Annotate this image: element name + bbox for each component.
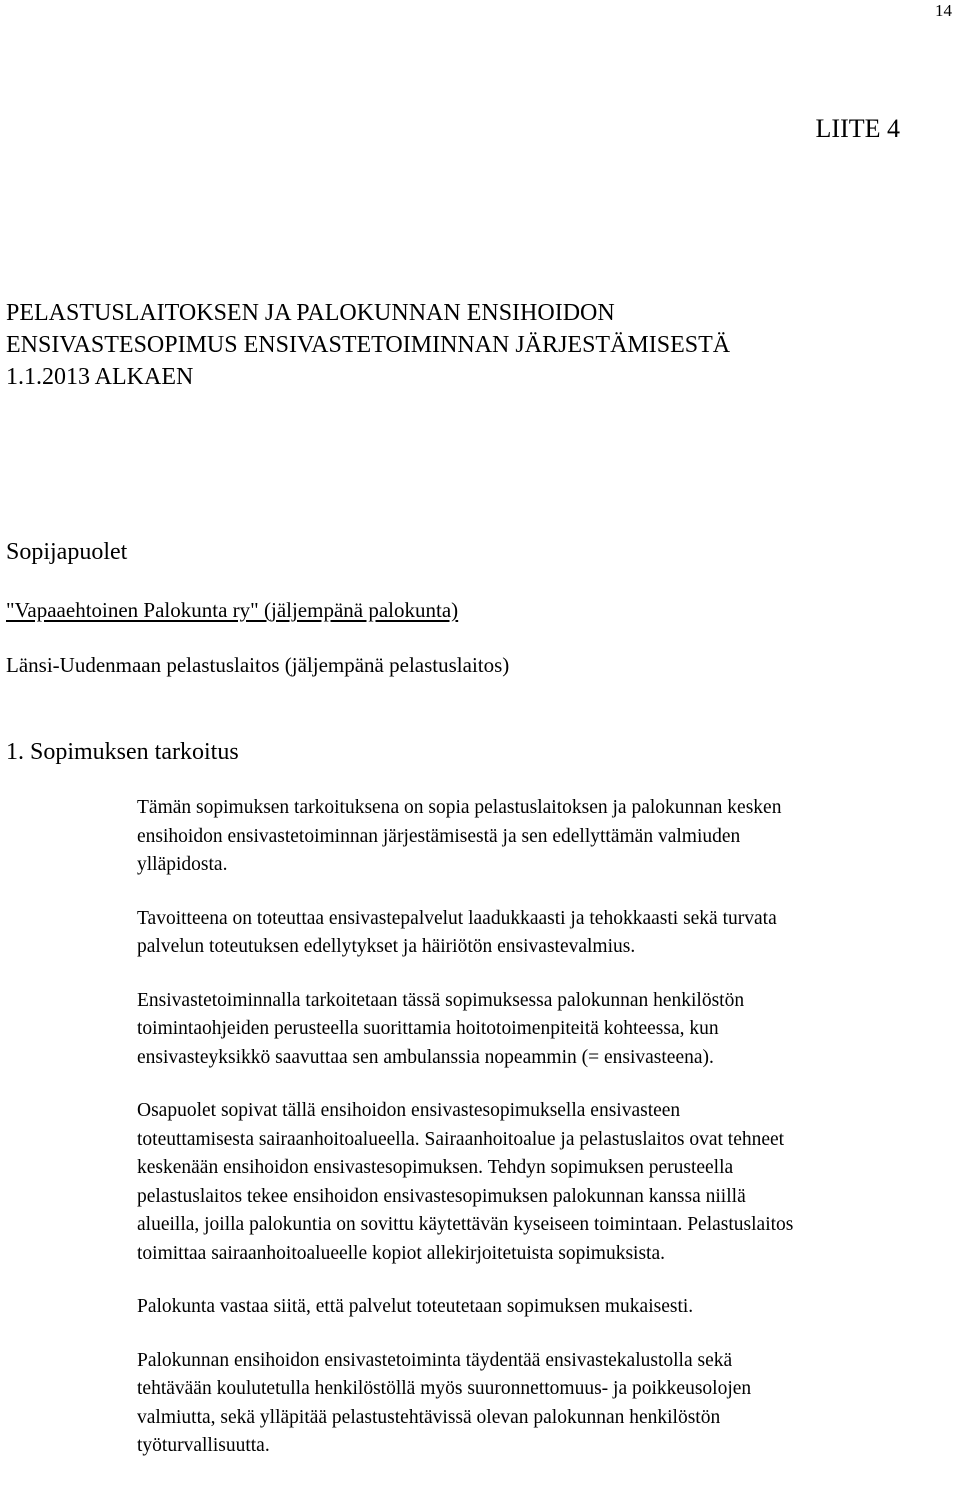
text-line: työturvallisuutta.: [137, 1435, 270, 1456]
text-line: ylläpidosta.: [137, 854, 228, 875]
text-line: Palokunta vastaa siitä, että palvelut toteutetaan sopimuksen mukaisesti.: [137, 1296, 694, 1317]
paragraph-purpose: [137, 794, 952, 880]
title-line: PELASTUSLAITOKSEN JA PALOKUNNAN ENSIHOIDON: [6, 300, 615, 326]
text-line: valmiutta, sekä ylläpitää pelastustehtävissä olevan palokunnan henkilöstön: [137, 1406, 721, 1428]
text-line: Palokunnan ensihoidon ensivastetoiminta täydentää ensivastekalustolla sekä: [137, 1349, 733, 1371]
page-number: 14: [935, 1, 952, 20]
paragraph-definition: [137, 987, 952, 1073]
text-line: ensihoidon ensivastetoiminnan järjestämisestä ja sen edellyttämän valmiuden: [137, 825, 741, 847]
text-line: alueilla, joilla palokuntia on sovittu käytettävän kyseiseen toimintaan. Pelastuslaitos: [137, 1214, 794, 1235]
document-title: [6, 297, 946, 393]
paragraph-responsibility: [137, 1293, 952, 1322]
text-line: ensivasteyksikkö saavuttaa sen ambulanssia nopeammin (= ensivasteena).: [137, 1046, 714, 1068]
parties-heading: Sopijapuolet: [6, 539, 128, 565]
text-line: toteuttamisesta sairaanhoitoalueella. Sairaanhoitoalue ja pelastuslaitos ovat tehneet: [137, 1128, 785, 1150]
text-line: Tavoitteena on toteuttaa ensivastepalvelut laadukkaasti ja tehokkaasti sekä turvata: [137, 907, 777, 929]
appendix-label: LIITE 4: [815, 114, 900, 143]
text-line: palvelun toteutuksen edellytykset ja häiriötön ensivastevalmius.: [137, 936, 636, 957]
paragraph-agreement: [137, 1097, 952, 1268]
text-line: Osapuolet sopivat tällä ensihoidon ensivastesopimuksella ensivasteen: [137, 1100, 681, 1121]
section-body: [137, 794, 952, 1486]
text-line: Ensivastetoiminnalla tarkoitetaan tässä sopimuksessa palokunnan henkilöstön: [137, 989, 745, 1011]
paragraph-goal: [137, 905, 952, 962]
section-heading: 1. Sopimuksen tarkoitus: [6, 739, 239, 765]
paragraph-supplement: [137, 1347, 952, 1461]
party-rescue-department: Länsi-Uudenmaan pelastuslaitos (jäljempänä pelastuslaitos): [6, 653, 510, 677]
text-line: Tämän sopimuksen tarkoituksena on sopia pelastuslaitoksen ja palokunnan kesken: [137, 797, 782, 818]
text-line: toimittaa sairaanhoitoalueelle kopiot allekirjoitetuista sopimuksista.: [137, 1242, 666, 1264]
title-line: 1.1.2013 ALKAEN: [6, 364, 194, 390]
text-line: tehtävään koulutetulla henkilöstöllä myös suuronnettomuus- ja poikkeusolojen: [137, 1378, 752, 1399]
text-line: keskenään ensihoidon ensivastesopimuksen. Tehdyn sopimuksen perusteella: [137, 1157, 734, 1178]
title-line: ENSIVASTESOPIMUS ENSIVASTETOIMINNAN JÄRJESTÄMISESTÄ: [6, 332, 731, 358]
text-line: toimintaohjeiden perusteella suorittamia hoitotoimenpiteitä kohteessa, kun: [137, 1018, 719, 1039]
party-fire-brigade: "Vapaaehtoinen Palokunta ry" (jäljempänä palokunta): [6, 598, 459, 622]
text-line: pelastuslaitos tekee ensihoidon ensivastesopimuksen palokunnan kanssa niillä: [137, 1185, 746, 1207]
